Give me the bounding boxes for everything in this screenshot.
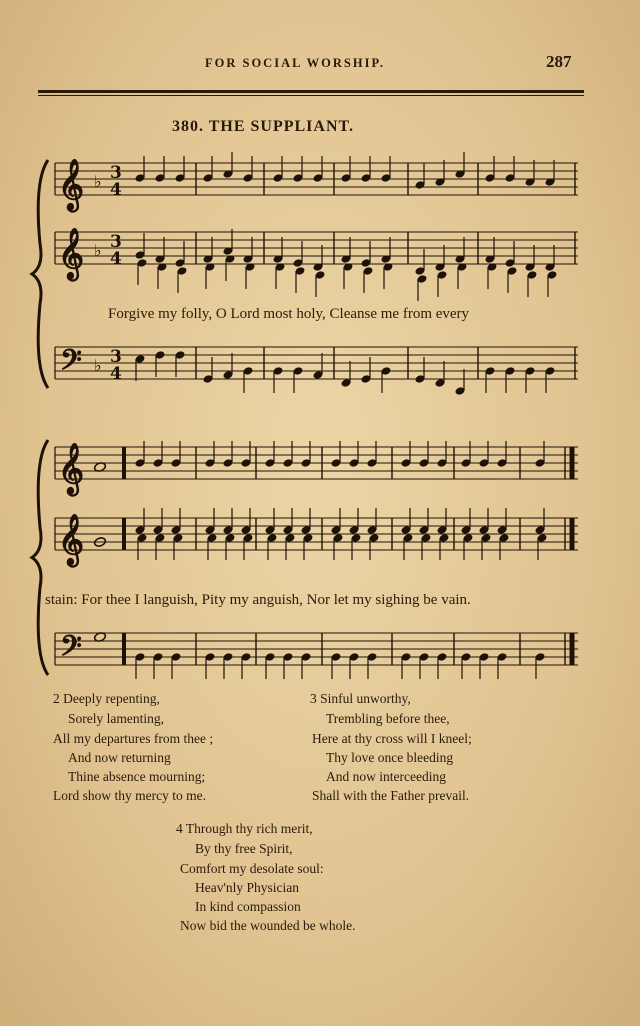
page-number: 287	[546, 52, 572, 71]
verse-4-line-2: By thy free Spirit,	[195, 841, 293, 856]
verse-3-line-5: And now interceeding	[326, 769, 446, 784]
treble-clef: 𝄞	[58, 159, 85, 210]
running-head: FOR SOCIAL WORSHIP.	[205, 56, 386, 70]
flat-sign: ♭	[94, 356, 102, 375]
verse-3-line-1: 3 Sinful unworthy,	[310, 691, 411, 706]
lyric-line-system-2: stain: For thee I languish, Pity my anguish, Nor let my sighing be vain.	[45, 592, 471, 608]
verse-4-line-6: Now bid the wounded be whole.	[180, 918, 356, 933]
verse-3-line-4: Thy love once bleeding	[326, 750, 454, 765]
verse-4-line-5: In kind compassion	[195, 899, 301, 914]
verse-2-line-2: Sorely lamenting,	[68, 711, 164, 726]
time-signature-top: 3	[110, 232, 122, 252]
time-signature-top: 3	[110, 163, 122, 183]
system-1-brace	[32, 160, 48, 388]
verse-4-line-4: Heav'nly Physician	[195, 880, 300, 895]
verse-3-line-3: Here at thy cross will I kneel;	[312, 731, 472, 746]
time-signature-bottom: 4	[110, 180, 122, 200]
time-signature-bottom: 4	[110, 249, 122, 269]
verse-2-line-5: Thine absence mourning;	[68, 769, 206, 784]
lyric-line-system-1: Forgive my folly, O Lord most holy, Cleanse me from every	[108, 306, 470, 322]
verse-2-line-3: All my departures from thee ;	[53, 731, 214, 746]
verse-2-line-6: Lord show thy mercy to me.	[53, 788, 206, 803]
verse-2-line-1: 2 Deeply repenting,	[53, 691, 160, 706]
hymn-title: 380. THE SUPPLIANT.	[172, 118, 354, 135]
treble-clef: 𝄞	[58, 443, 85, 494]
bass-clef: 𝄢	[60, 630, 82, 670]
time-signature-top: 3	[110, 347, 122, 367]
flat-sign: ♭	[94, 241, 102, 260]
flat-sign: ♭	[94, 172, 102, 191]
verse-3-line-6: Shall with the Father prevail.	[312, 788, 470, 803]
treble-clef: 𝄞	[58, 514, 85, 565]
treble-clef: 𝄞	[58, 228, 85, 279]
verse-4-line-3: Comfort my desolate soul:	[180, 861, 324, 876]
verse-2-line-4: And now returning	[68, 750, 171, 765]
bass-clef: 𝄢	[60, 344, 82, 384]
verse-3-line-2: Trembling before thee,	[326, 711, 450, 726]
verse-4-line-1: 4 Through thy rich merit,	[176, 821, 313, 836]
time-signature-bottom: 4	[110, 364, 122, 384]
system-2-brace	[32, 440, 48, 675]
